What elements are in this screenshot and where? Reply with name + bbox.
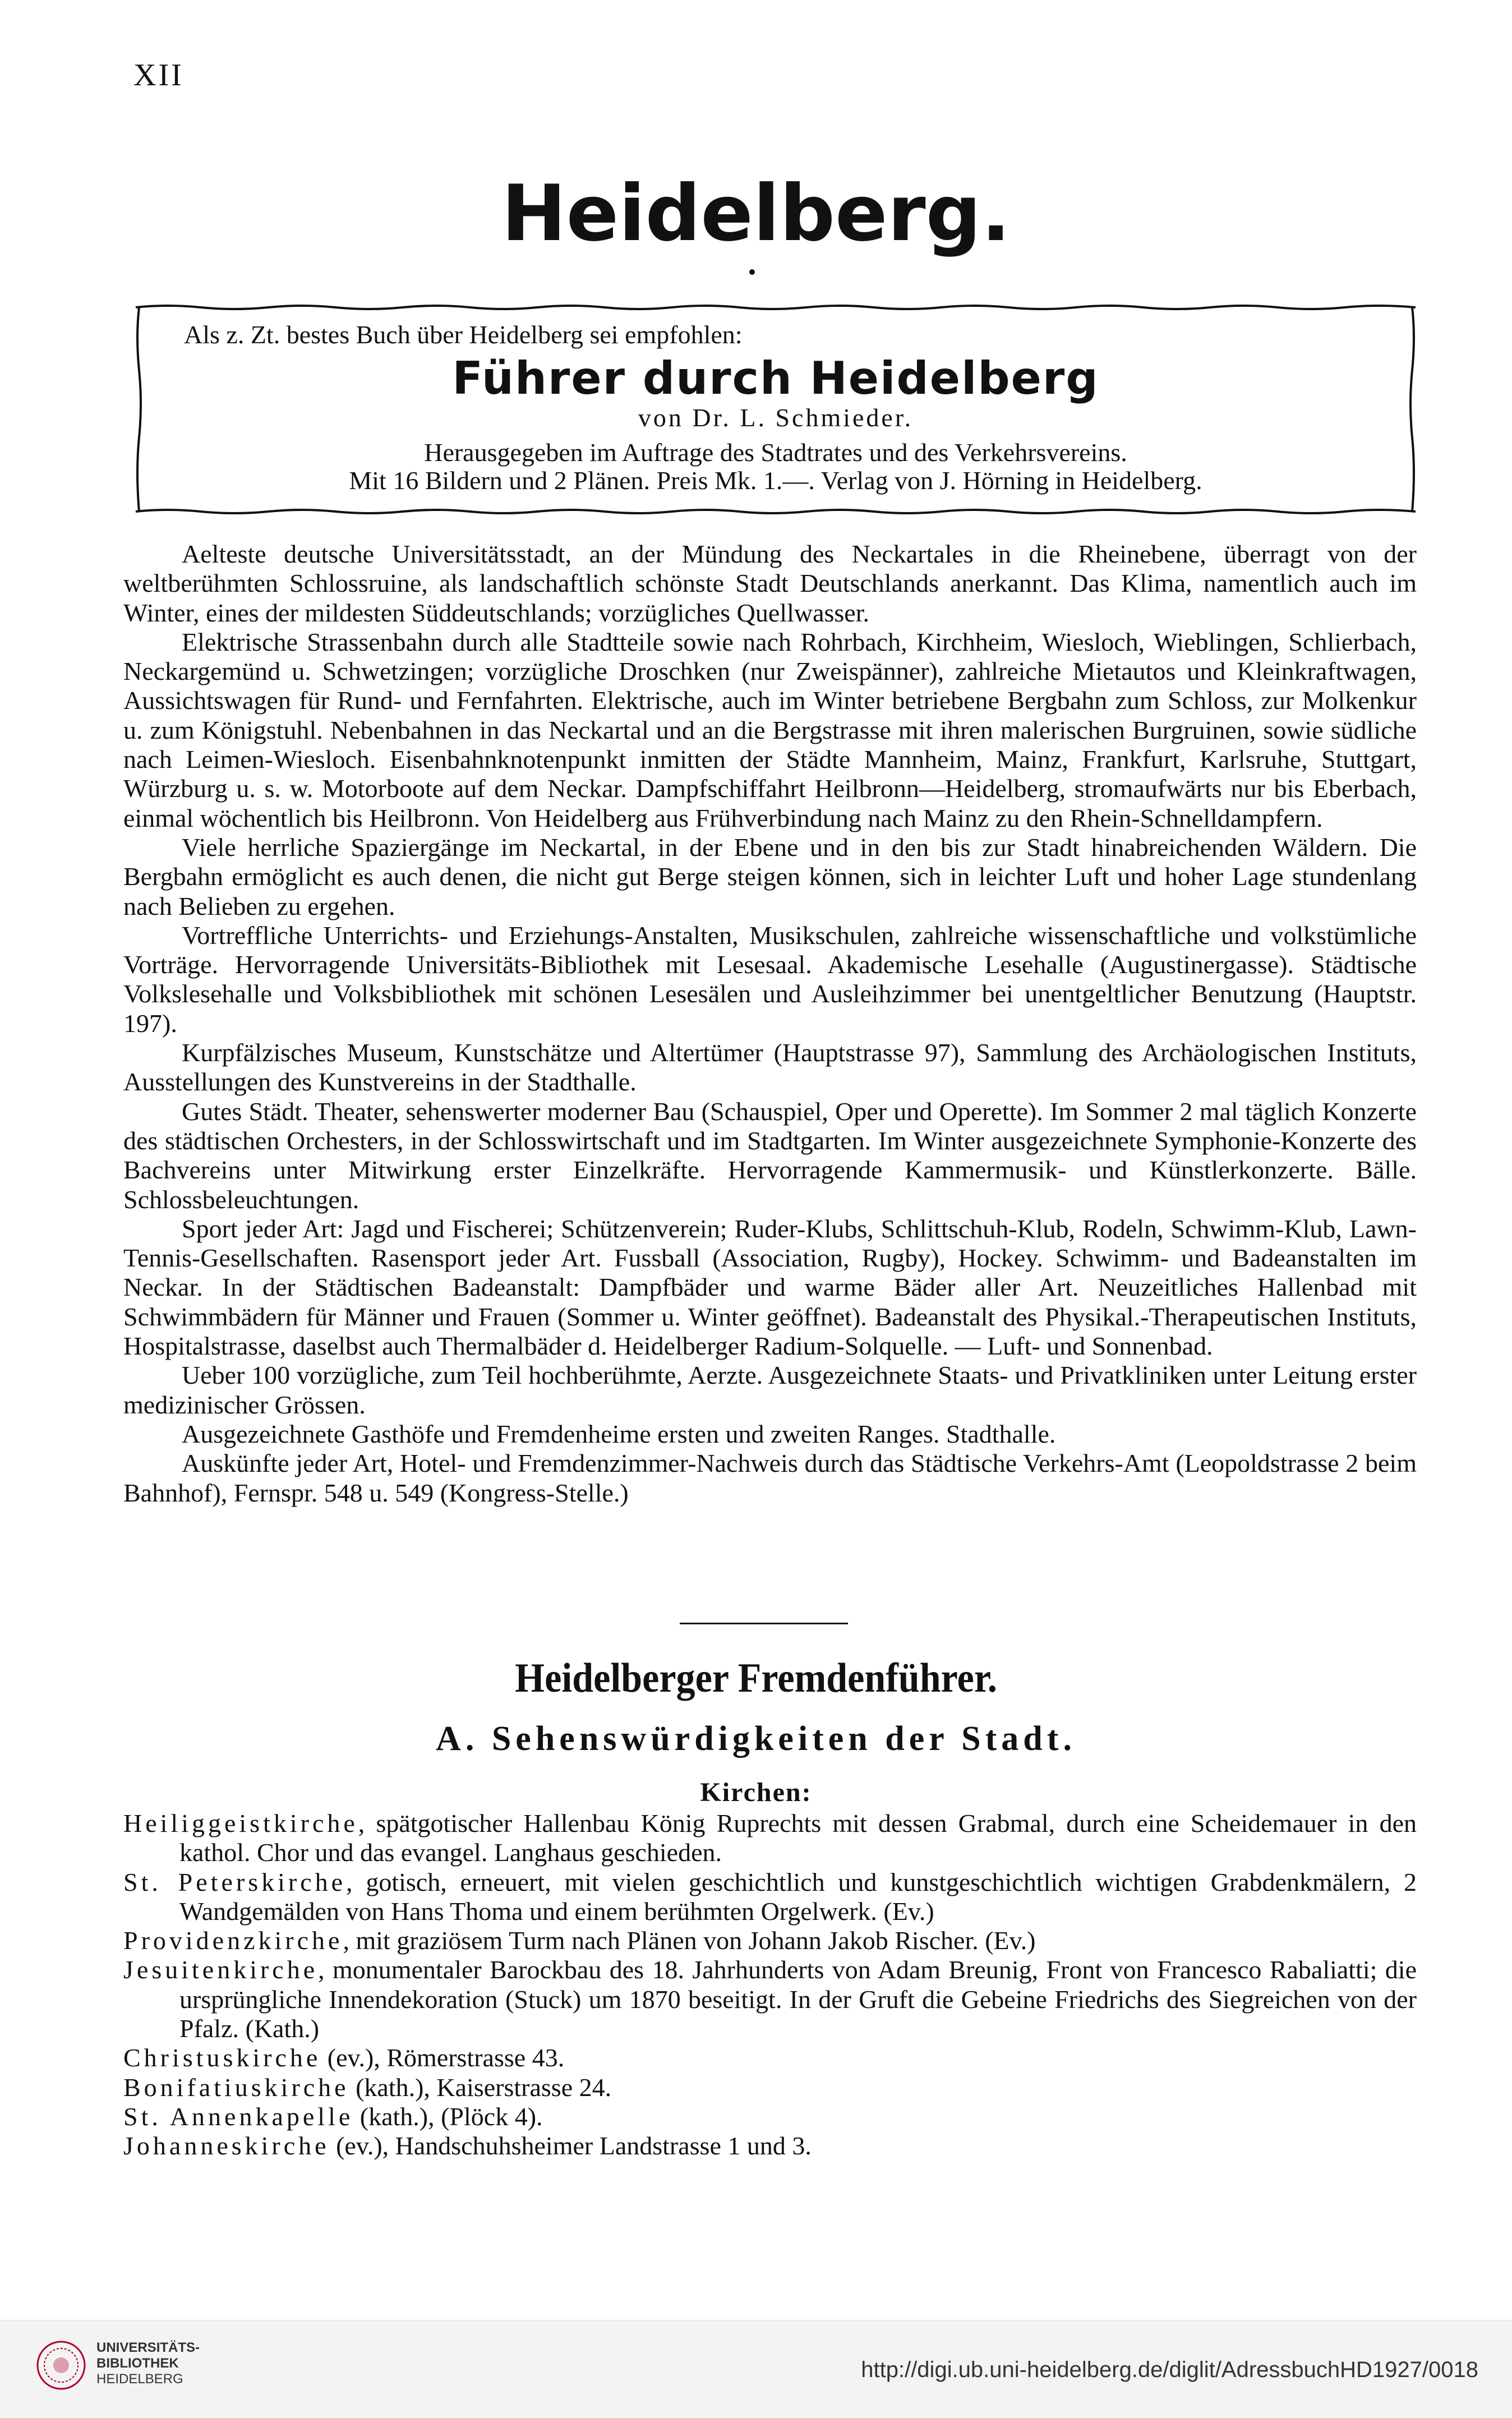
section-subtitle: A. Sehenswürdigkeiten der Stadt. xyxy=(436,1720,1076,1758)
church-list xyxy=(123,1809,1417,2161)
logo-line: BIBLIOTHEK xyxy=(96,2356,179,2371)
paragraph: Aelteste deutsche Universitätsstadt, an der Mündung des Neckartales in die Rheinebene, überragt von der weltberühmten Schlossruine, als landschaftlich schönste Stadt Deutschlands anerkannt. Das Klima, namentlich auch im Winter, eines der mildesten Süddeutschlands; vorzügliches Quellwasser. xyxy=(123,540,1417,627)
list-item xyxy=(123,1955,1417,2043)
advertisement-box xyxy=(133,303,1418,516)
section-divider xyxy=(680,1623,848,1624)
ad-author: von Dr. L. Schmieder. xyxy=(638,403,914,432)
paragraph: Elektrische Strassenbahn durch alle Stadtteile sowie nach Rohrbach, Kirchheim, Wiesloch, Wieblingen, Schlierbach, Neckargemünd u. Schwetzingen; vorzügliche Droschken (nur Zweispänner), zahlreiche Mietautos und Kleinkraftwagen, Aussichtswagen für Rund- und Fernfahrten. Elektrische, auch im Winter betriebene Bergbahn zum Schloss, zur Molkenkur u. zum Königstuhl. Nebenbahnen in das Neckartal und an die Bergstrasse mit ihren malerischen Burgruinen, sowie südliche nach Leimen-Wiesloch. Eisenbahnknotenpunkt inmitten der Städte Mannheim, Mainz, Frankfurt, Karlsruhe, Stuttgart, Würzburg u. s. w. Motorboote auf dem Neckar. Dampfschiffahrt Heilbronn—Heidelberg, stromaufwärts nur bis Eberbach, einmal wöchentlich bis Heilbronn. Von Heidelberg aus Frühverbindung nach Mainz zu den Rhein-Schnelldampfern. xyxy=(123,627,1417,832)
paragraph: Sport jeder Art: Jagd und Fischerei; Schützenverein; Ruder-Klubs, Schlittschuh-Klub, Rodeln, Schwimm-Klub, Lawn-Tennis-Gesellschaften. Rasensport jeder Art. Fussball (Association, Rugby), Hockey. Schwimm- und Badeanstalten im Neckar. In der Städtischen Badeanstalt: Dampfbäder und warme Bäder aller Art. Neuzeitliches Hallenbad mit Schwimmbädern für Männer und Frauen (Sommer u. Winter geöffnet). Badeanstalt des Physikal.-Therapeutischen Instituts, Hospitalstrasse, daselbst auch Thermalbäder d. Heidelberger Radium-Solquelle. — Luft- und Sonnenbad. xyxy=(123,1214,1417,1361)
list-item xyxy=(123,1868,1417,1927)
library-logo-text[interactable] xyxy=(96,2340,200,2387)
list-item xyxy=(123,2131,1417,2161)
church-name: St. Peterskirche xyxy=(123,1867,347,1896)
paragraph: Ausgezeichnete Gasthöfe und Fremdenheime ersten und zweiten Ranges. Stadthalle. xyxy=(182,1419,1056,1448)
church-description: (kath.), Kaiserstrasse 24. xyxy=(349,2072,612,2102)
paragraph: Auskünfte jeder Art, Hotel- und Fremdenzimmer-Nachweis durch das Städtische Verkehrs-Amt (Leopoldstrasse 2 beim Bahnhof), Fernspr. 548 u. 549 (Kongress-Stelle.) xyxy=(123,1449,1417,1507)
church-name: St. Annenkapelle xyxy=(123,2102,354,2131)
list-item xyxy=(123,1926,1417,1955)
paragraph: Gutes Städt. Theater, sehenswerter moderner Bau (Schauspiel, Oper und Operette). Im Sommer 2 mal täglich Konzerte des städtischen Orchesters, in der Schlosswirtschaft und im Stadtgarten. Im Winter ausgezeichnete Symphonie-Konzerte des Bachvereins unter Mitwirkung erster Einzelkräfte. Hervorragende Kammermusik- und Künstlerkonzerte. Bälle. Schlossbeleuchtungen. xyxy=(123,1097,1417,1214)
church-description: , monumentaler Barockbau des 18. Jahrhunderts von Adam Breunig, Front von Francesco Rabaliatti; die ursprüngliche Innendekoration (Stuck) um 1870 beseitigt. In der Gruft die Gebeine Friedrichs des Siegreichen von der Pfalz. (Kath.) xyxy=(179,1955,1417,2043)
church-description: , mit graziösem Turm nach Plänen von Johann Jakob Rischer. (Ev.) xyxy=(343,1926,1036,1955)
paragraph: Viele herrliche Spaziergänge im Neckartal, in der Ebene und in den bis zur Stadt hinabreichenden Wäldern. Die Bergbahn ermöglicht es auch denen, die nicht gut Berge steigen können, sich in leichter Luft und hoher Lage stundenlang nach Belieben zu ergehen. xyxy=(123,832,1417,920)
list-item xyxy=(123,1809,1417,1868)
ad-intro: Als z. Zt. bestes Buch über Heidelberg sei empfohlen: xyxy=(184,320,743,349)
church-name: Bonifatiuskirche xyxy=(123,2072,349,2102)
page-number: XII xyxy=(133,58,184,93)
paragraph: Ueber 100 vorzügliche, zum Teil hochberühmte, Aerzte. Ausgezeichnete Staats- und Privatkliniken unter Leitung erster medizinischer Grössen. xyxy=(123,1361,1417,1419)
church-name: Heiliggeistkirche xyxy=(123,1809,358,1837)
list-item xyxy=(123,2043,1417,2072)
list-item xyxy=(123,2073,1417,2102)
paragraph: Vortreffliche Unterrichts- und Erziehungs-Anstalten, Musikschulen, zahlreiche wissenschaftliche und volkstümliche Vorträge. Hervorragende Universitäts-Bibliothek mit Lesesaal. Akademische Lesehalle (Augustinergasse). Städtische Volkslesehalle und Volksbibliothek mit schönen Lesesälen und Ausleihzimmer bei unentgeltlicher Benutzung (Hauptstr. 197). xyxy=(123,920,1417,1038)
decorative-dot xyxy=(749,269,755,275)
ad-publisher-note: Herausgegeben im Auftrage des Stadtrates und des Verkehrsvereins. xyxy=(424,438,1127,467)
page-title: Heidelberg. xyxy=(501,168,1011,259)
description-text xyxy=(123,540,1417,1508)
library-logo-icon[interactable] xyxy=(36,2340,86,2391)
church-description: (ev.), Römerstrasse 43. xyxy=(321,2043,565,2072)
church-name: Jesuitenkirche xyxy=(123,1955,319,1984)
ad-book-title: Führer durch Heidelberg xyxy=(452,352,1099,404)
church-name: Christuskirche xyxy=(123,2043,321,2072)
section-title: Heidelberger Fremdenführer. xyxy=(515,1655,997,1701)
list-item xyxy=(123,2102,1417,2131)
logo-line: UNIVERSITÄTS- xyxy=(96,2340,200,2355)
church-name: Johanneskirche xyxy=(123,2131,330,2161)
church-name: Providenzkirche xyxy=(123,1926,343,1955)
church-description: (kath.), (Plöck 4). xyxy=(353,2102,543,2131)
church-description: (ev.), Handschuhsheimer Landstrasse 1 und 3. xyxy=(329,2131,812,2161)
paragraph: Kurpfälzisches Museum, Kunstschätze und Altertümer (Hauptstrasse 97), Sammlung des Archäologischen Instituts, Ausstellungen des Kunstvereins in der Stadthalle. xyxy=(123,1038,1417,1097)
section-heading: Kirchen: xyxy=(700,1777,812,1807)
church-description: , spätgotischer Hallenbau König Ruprechts mit dessen Grabmal, durch eine Scheidemauer in den kathol. Chor und das evangel. Langhaus geschieden. xyxy=(179,1809,1417,1867)
church-description: , gotisch, erneuert, mit vielen geschichtlich und kunstgeschichtlich wichtigen Grabdenkmälern, 2 Wandgemälden von Hans Thoma und einem berühmten Orgelwerk. (Ev.) xyxy=(179,1867,1417,1926)
ad-price-line: Mit 16 Bildern und 2 Plänen. Preis Mk. 1.—. Verlag von J. Hörning in Heidelberg. xyxy=(349,466,1202,495)
logo-line: HEIDELBERG xyxy=(96,2371,183,2387)
source-url-link[interactable]: http://digi.ub.uni-heidelberg.de/diglit/AdressbuchHD1927/0018 xyxy=(861,2357,1478,2382)
